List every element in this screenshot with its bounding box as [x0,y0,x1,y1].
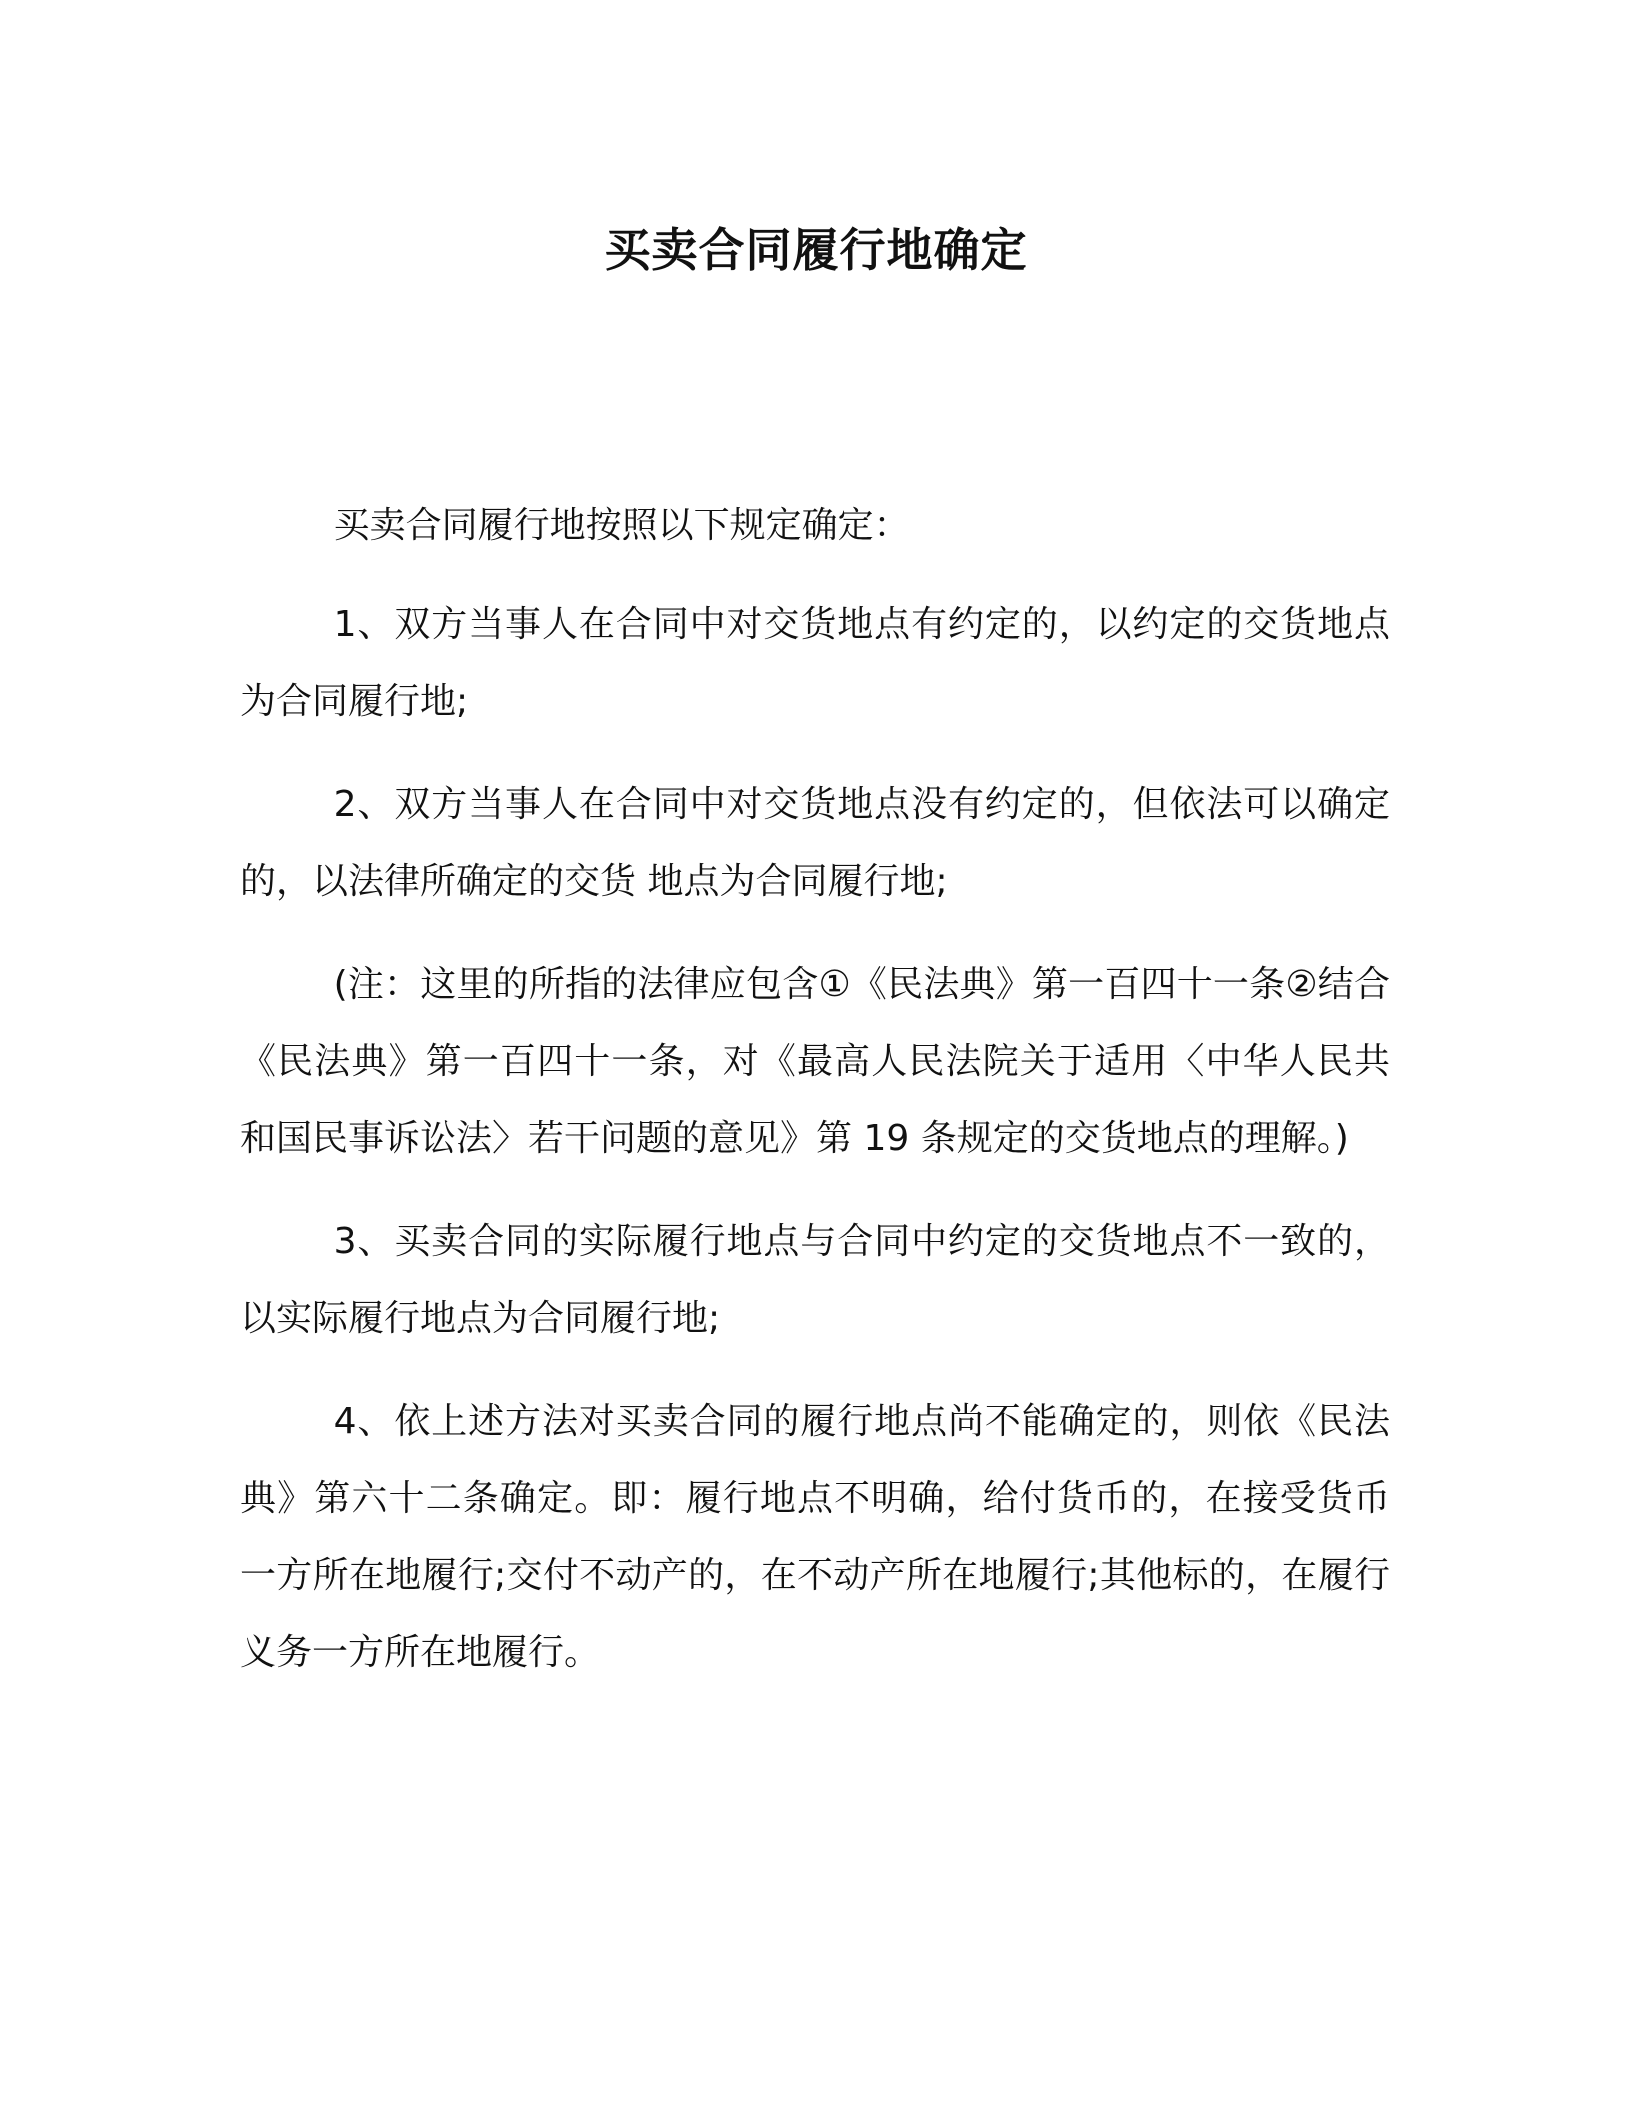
clause-1-paragraph: 1、双方当事人在合同中对交货地点有约定的，以约定的交货地点为合同履行地; [240,604,1390,722]
document-title: 买卖合同履行地确定 [604,223,1028,277]
clause-3-paragraph: 3、买卖合同的实际履行地点与合同中约定的交货地点不一致的，以实际履行地点为合同履行地; [240,1221,1390,1339]
clause-2-paragraph: 2、双方当事人在合同中对交货地点没有约定的，但依法可以确定的，以法律所确定的交货 地点为合同履行地; [240,784,1390,902]
document-body [240,487,1390,1717]
note-paragraph: (注：这里的所指的法律应包含①《民法典》第一百四十一条②结合《民法典》第一百四十一条，对《最高人民法院关于适用〈中华人民共和国民事诉讼法〉若干问题的意见》第 19 条规定的交货地点的理解。) [240,964,1390,1159]
clause-4-paragraph: 4、依上述方法对买卖合同的履行地点尚不能确定的，则依《民法典》第六十二条确定。即：履行地点不明确，给付货币的，在接受货币一方所在地履行;交付不动产的，在不动产所在地履行;其他标的，在履行义务一方所在地履行。 [240,1401,1390,1673]
intro-paragraph: 买卖合同履行地按照以下规定确定： [333,505,910,546]
